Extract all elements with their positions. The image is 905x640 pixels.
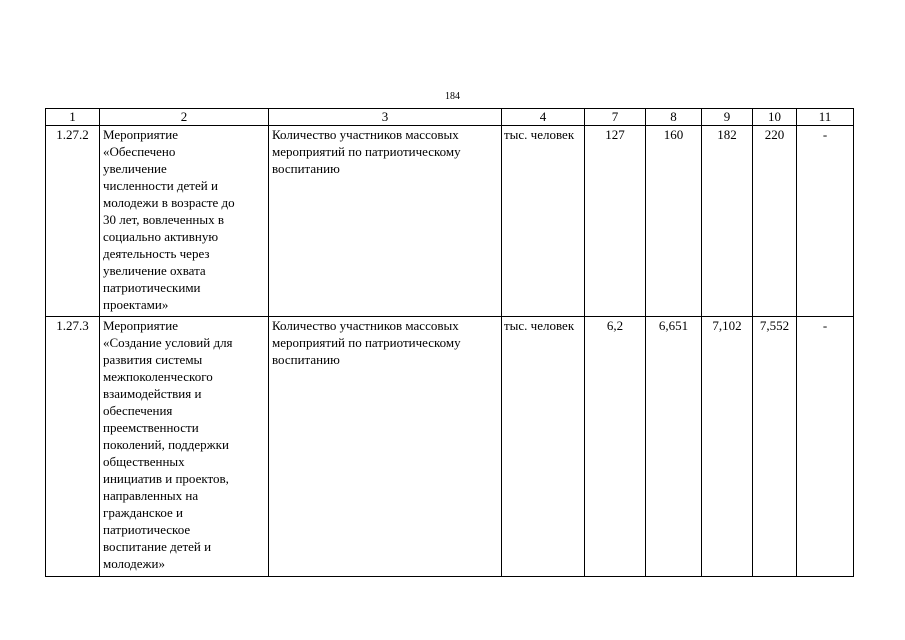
unit-cell: тыс. человек [502,317,585,577]
column-header: 8 [646,109,702,126]
row-id-cell: 1.27.2 [46,126,100,317]
column-header: 2 [100,109,269,126]
value-cell-11: - [797,317,854,577]
table-row [46,126,854,317]
value-cell-9: 7,102 [702,317,753,577]
column-header: 10 [753,109,797,126]
value-cell-8: 6,651 [646,317,702,577]
value-cell-9: 182 [702,126,753,317]
column-header: 11 [797,109,854,126]
indicator-cell: Количество участников массовых мероприятий по патриотическому воспитанию [269,126,502,317]
value-cell-11: - [797,126,854,317]
value-cell-10: 7,552 [753,317,797,577]
data-table [45,108,854,577]
value-cell-7: 6,2 [585,317,646,577]
event-cell: Мероприятие «Создание условий для развития системы межпоколенческого взаимодействия и обеспечения преемственности поколений, поддержки общественных инициатив и проектов, направленных на гражданское и патриотическое воспитание детей и молодежи» [100,317,269,577]
row-id-cell: 1.27.3 [46,317,100,577]
column-header: 7 [585,109,646,126]
value-cell-8: 160 [646,126,702,317]
column-header: 1 [46,109,100,126]
table-header-row [46,109,854,126]
unit-cell: тыс. человек [502,126,585,317]
column-header: 3 [269,109,502,126]
value-cell-10: 220 [753,126,797,317]
column-header: 9 [702,109,753,126]
value-cell-7: 127 [585,126,646,317]
event-cell: Мероприятие «Обеспечено увеличение численности детей и молодежи в возрасте до 30 лет, вовлеченных в социально активную деятельность через увеличение охвата патриотическими проектами» [100,126,269,317]
column-header: 4 [502,109,585,126]
table-row [46,317,854,577]
page-number: 184 [445,91,460,102]
indicator-cell: Количество участников массовых мероприятий по патриотическому воспитанию [269,317,502,577]
